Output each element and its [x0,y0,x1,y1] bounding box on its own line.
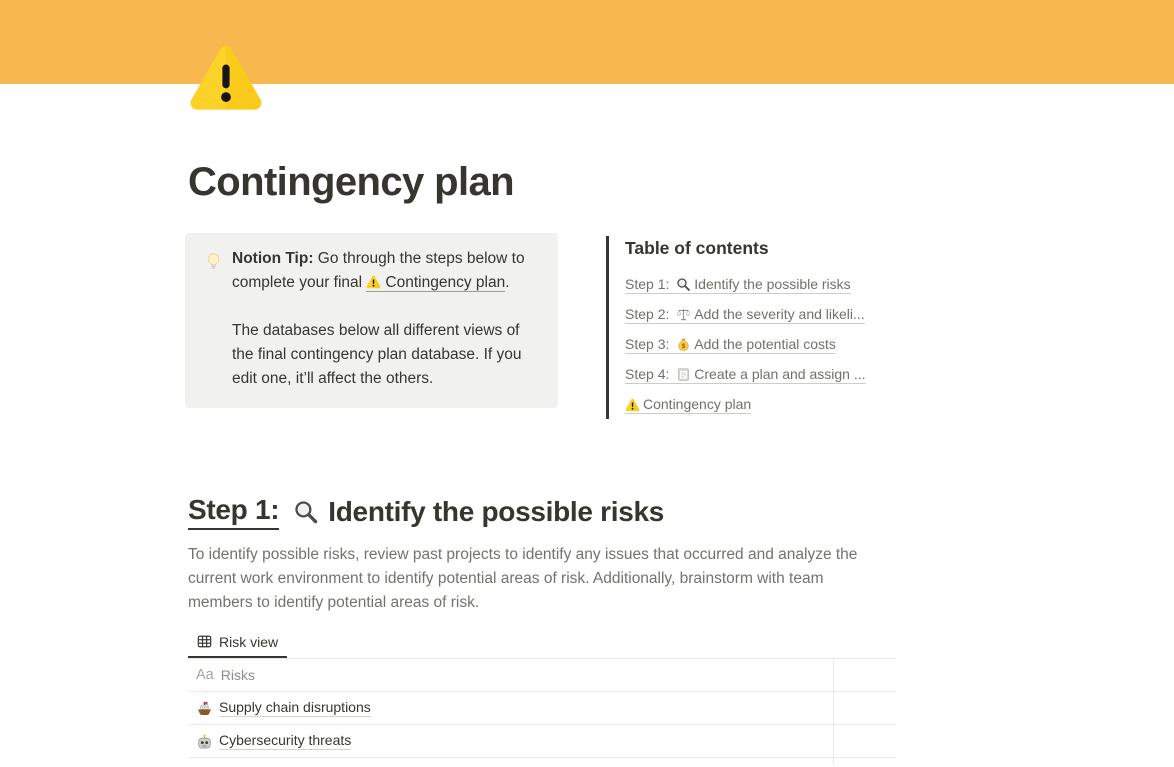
balance-scale-icon [676,306,691,321]
toc-item-step-4[interactable] [625,359,896,389]
link-label: Contingency plan [385,274,506,291]
toc-item-step-3[interactable] [625,329,896,359]
row-title[interactable]: Cybersecurity threats [219,732,352,748]
tab-label: Risk view [219,633,279,650]
tip-label: Notion Tip: [232,250,314,267]
column-header-risks[interactable] [188,659,833,691]
table-of-contents [606,236,896,419]
warning-triangle-icon [188,101,264,118]
toc-prefix: Step 1: [625,276,674,292]
notion-tip-callout [185,233,558,408]
empty-column-header[interactable] [833,659,895,691]
callout-paragraph-2: The databases below all different views of the final contingency plan database. If you edit one, it’ll affect the others. [232,322,522,387]
toc-label: Create a plan and assign ... [694,366,866,382]
toc-title: Table of contents [625,238,769,258]
cover-banner [0,0,1174,84]
step-1-body: To identify possible risks, review past projects to identify any issues that occurred and analyze the current work environment to identify potential areas of risk. Additionally, brainstorm with team members to identify potential areas of risk. [188,546,858,611]
toc-label: Identify the possible risks [694,276,851,292]
toc-prefix: Step 4: [625,366,674,382]
toc-item-step-1[interactable] [625,269,896,299]
robot-icon [196,733,213,750]
magnifying-glass-icon [676,276,691,291]
table-row[interactable] [188,725,895,758]
row-title[interactable]: Supply chain disruptions [219,699,371,715]
contingency-plan-link[interactable] [366,274,505,292]
tip-text-1: Go through the steps below to complete your final [232,250,525,291]
toc-label: Contingency plan [643,396,752,412]
light-bulb-icon [204,251,223,272]
page-title: Contingency plan [188,160,514,204]
toc-prefix: Step 3: [625,336,674,352]
warning-triangle-icon [366,273,381,287]
empty-cell[interactable] [833,725,895,757]
toc-item-step-2[interactable] [625,299,896,329]
page-icon-warning[interactable] [188,42,264,114]
tab-risk-view[interactable] [188,627,287,658]
callout-text [232,247,534,391]
warning-triangle-icon [625,396,640,411]
toc-prefix: Step 2: [625,306,674,322]
toc-label: Add the potential costs [694,336,836,352]
ship-icon [196,700,213,717]
tip-text-2: . [505,274,510,291]
step-1-heading [188,494,664,530]
column-label: Risks [220,667,255,683]
database-table [188,658,895,765]
step-1-heading-text: Identify the possible risks [328,496,665,527]
table-grid-icon [197,634,212,649]
money-bag-icon [676,336,691,351]
table-row-partial[interactable] [188,758,895,765]
magnifying-glass-icon [293,499,319,525]
toc-item-contingency-plan[interactable] [625,389,896,419]
database-view-tabs [188,627,895,658]
notepad-icon [676,366,691,381]
empty-cell[interactable] [833,692,895,724]
table-row[interactable] [188,692,895,725]
table-header-row [188,659,895,692]
toc-label: Add the severity and likeli... [694,306,865,322]
text-type-icon: Aa [196,667,214,683]
empty-cell[interactable] [833,758,895,765]
risk-database [188,627,895,765]
step-1-prefix: Step 1: [188,494,279,530]
